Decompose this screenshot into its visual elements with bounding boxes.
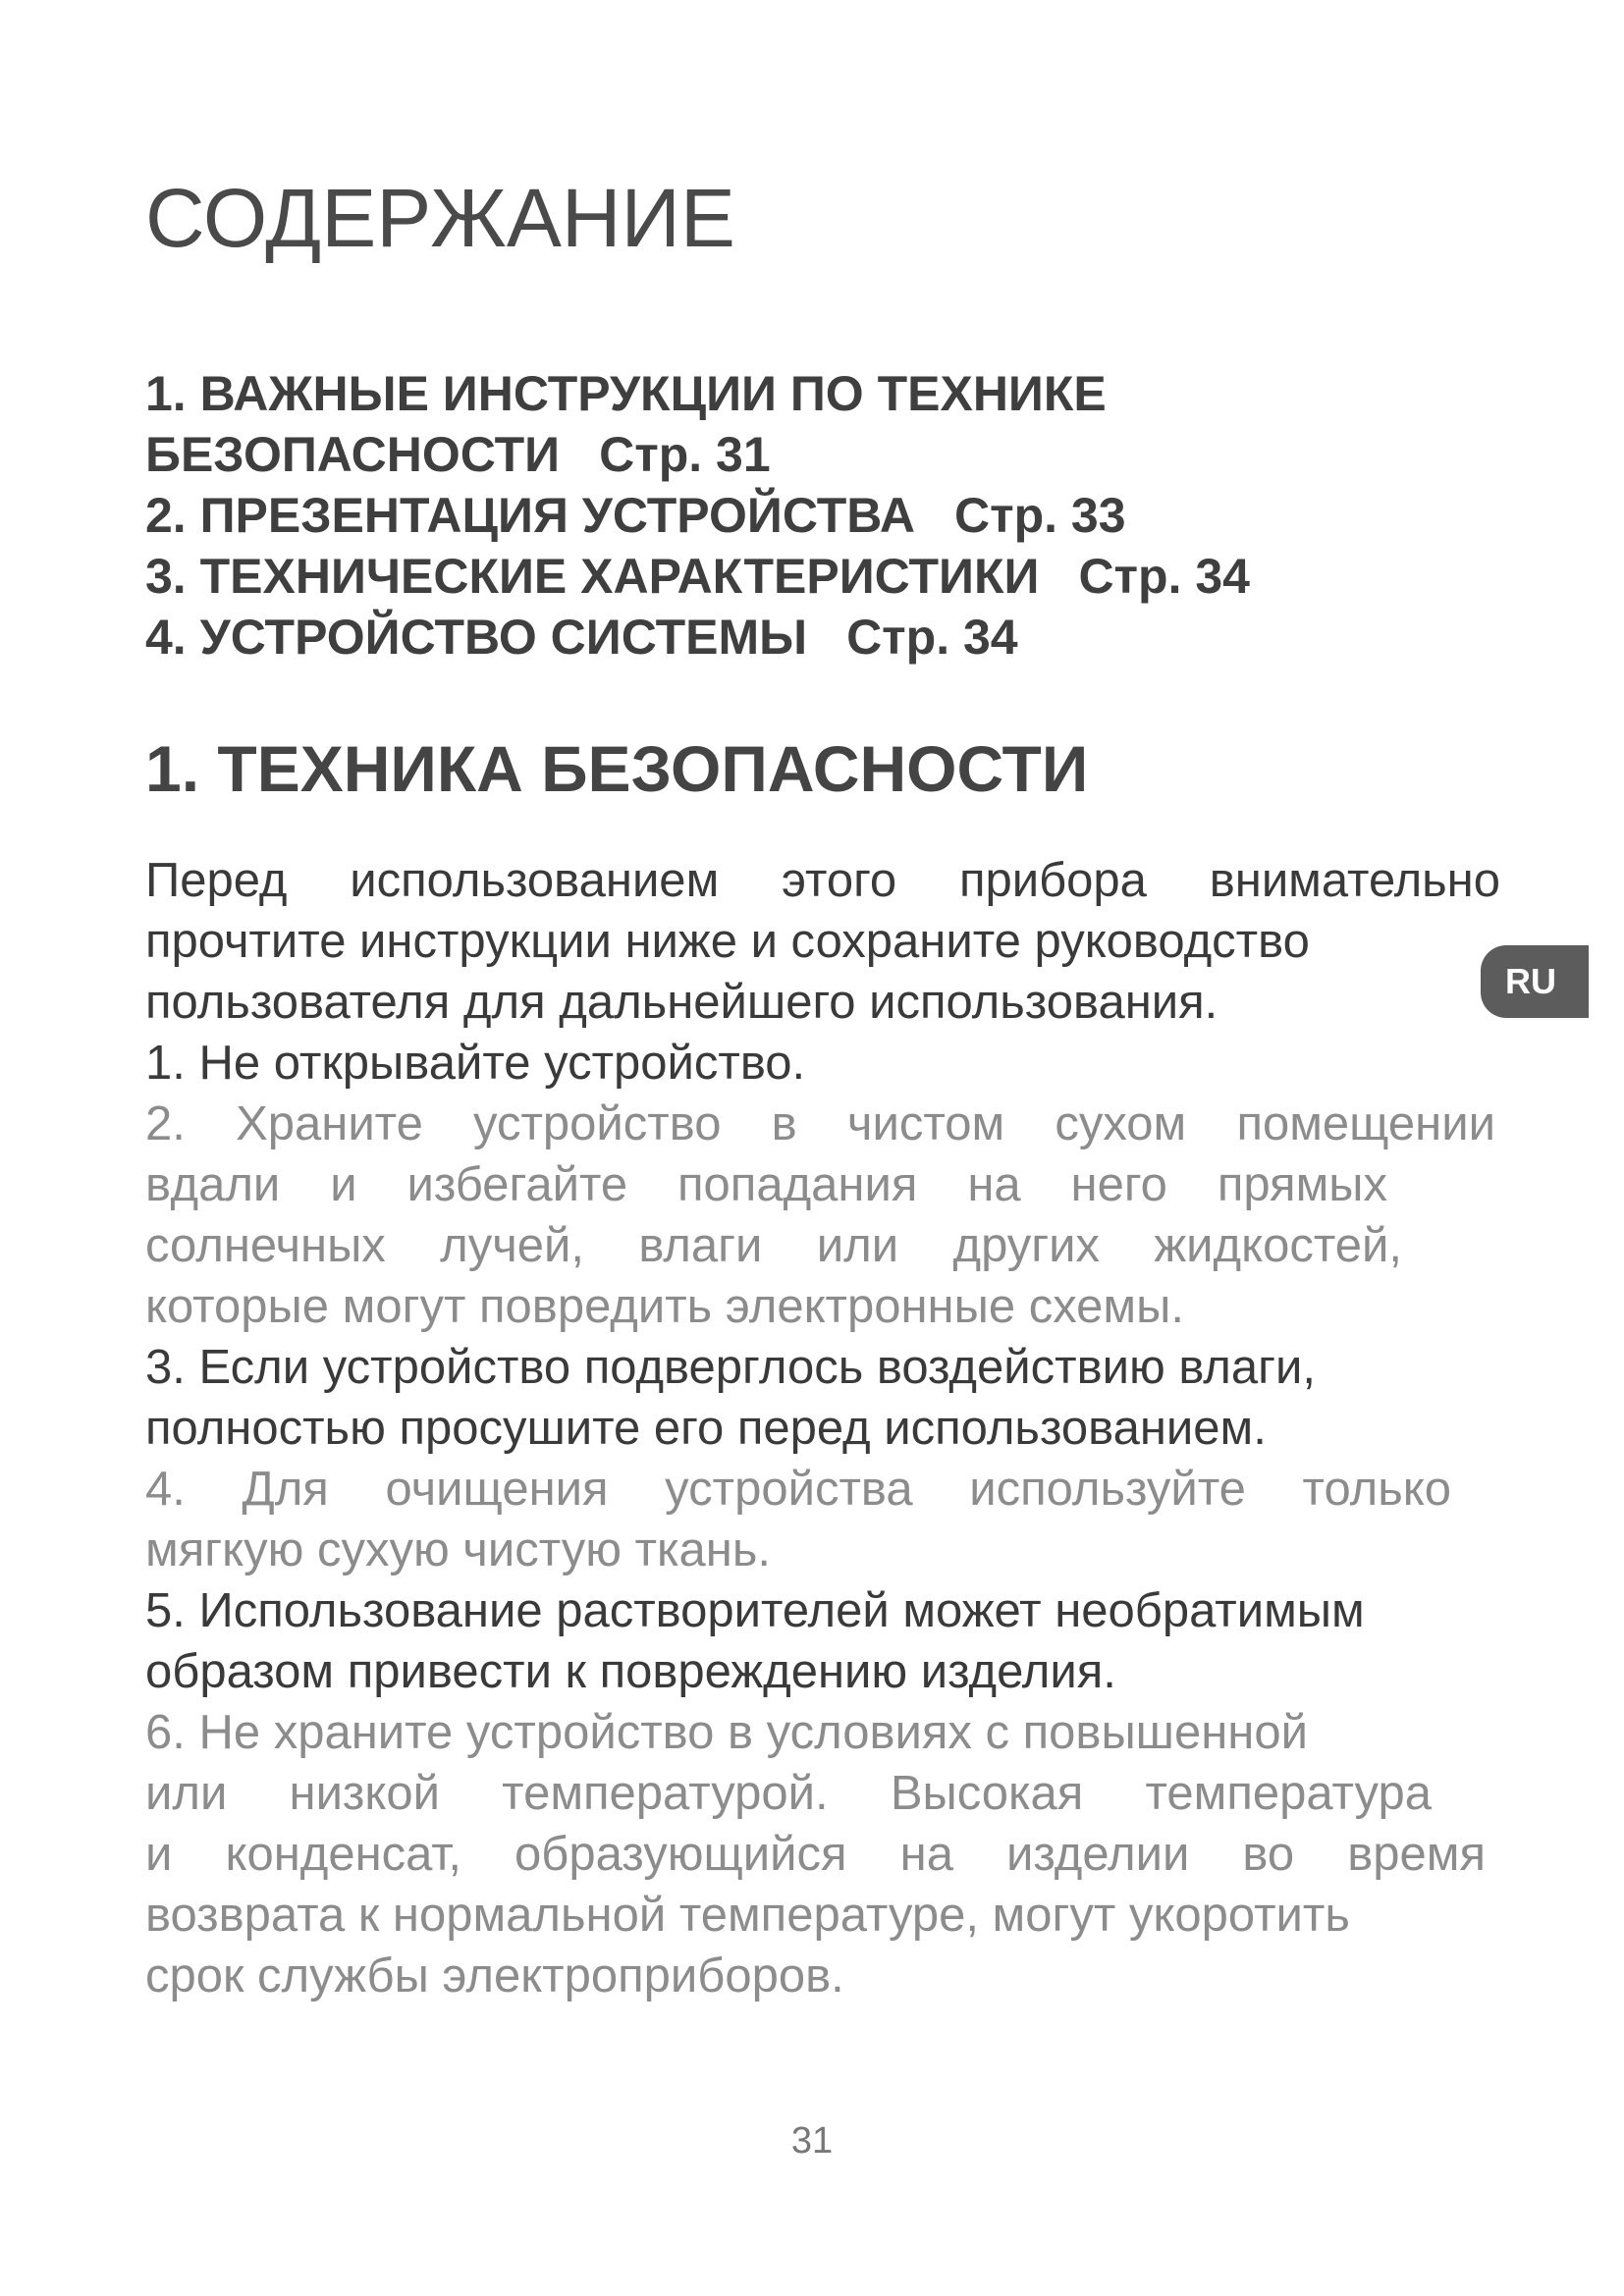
text-line: 2. Храните устройство в чистом сухом помещении (145, 1097, 1495, 1150)
text-line: образом привести к повреждению изделия. (145, 1645, 1116, 1698)
text-line: 1. Не открывайте устройство. (145, 1037, 806, 1090)
instruction-item-2 (145, 1094, 1520, 1337)
text-line: прочтите инструкции ниже и сохраните руководство (145, 915, 1310, 968)
text-line: 4. Для очищения устройства используйте только (145, 1463, 1451, 1516)
text-line: полностью просушите его перед использованием. (145, 1402, 1267, 1455)
text-line: мягкую сухую чистую ткань. (145, 1523, 771, 1576)
toc-line-text: 4. УСТРОЙСТВО СИСТЕМЫ (145, 610, 808, 665)
text-line: 5. Использование растворителей может необратимым (145, 1584, 1365, 1637)
text-line: и конденсат, образующийся на изделии во время (145, 1828, 1486, 1881)
page-title: СОДЕРЖАНИЕ (145, 172, 735, 264)
language-tab: RU (1481, 945, 1589, 1018)
toc-line (145, 485, 1250, 546)
toc-line-text: 3. ТЕХНИЧЕСКИЕ ХАРАКТЕРИСТИКИ (145, 549, 1040, 604)
toc-page-ref: Стр. 34 (1078, 549, 1250, 604)
instruction-item-6 (145, 1702, 1520, 2006)
instruction-item-4 (145, 1459, 1520, 1580)
toc-page-ref: Стр. 34 (846, 610, 1018, 665)
text-line: которые могут повредить электронные схемы. (145, 1280, 1184, 1333)
text-line: возврата к нормальной температуре, могут укоротить (145, 1889, 1350, 1942)
toc-line (145, 546, 1250, 607)
toc-line-text: БЕЗОПАСНОСТИ (145, 427, 561, 482)
text-line: 6. Не храните устройство в условиях с повышенной (145, 1706, 1308, 1759)
section-title: 1. ТЕХНИКА БЕЗОПАСНОСТИ (145, 732, 1089, 805)
text-line: 3. Если устройство подверглось воздействию влаги, (145, 1341, 1316, 1394)
text-line: вдали и избегайте попадания на него прямых (145, 1158, 1387, 1211)
toc-line-text: 1. ВАЖНЫЕ ИНСТРУКЦИИ ПО ТЕХНИКЕ (145, 366, 1107, 421)
text-line: или низкой температурой. Высокая температура (145, 1767, 1432, 1820)
instruction-item-1 (145, 1033, 1520, 1094)
toc-page-ref: Стр. 31 (599, 427, 771, 482)
toc-page-ref: Стр. 33 (953, 488, 1126, 543)
text-line: Перед использованием этого прибора внимательно (145, 854, 1500, 907)
text-line: пользователя для дальнейшего использования. (145, 976, 1218, 1029)
page-number: 31 (790, 2120, 834, 2162)
safety-instructions (145, 850, 1520, 2006)
instruction-item-3 (145, 1337, 1520, 1459)
instruction-item-5 (145, 1580, 1520, 1702)
toc-line (145, 607, 1250, 667)
toc-line (145, 424, 1250, 485)
table-of-contents (145, 363, 1250, 667)
text-line: срок службы электроприборов. (145, 1949, 844, 2002)
toc-line (145, 363, 1250, 424)
text-line: солнечных лучей, влаги или других жидкостей, (145, 1219, 1402, 1272)
intro-paragraph (145, 850, 1520, 1033)
toc-line-text: 2. ПРЕЗЕНТАЦИЯ УСТРОЙСТВА (145, 488, 915, 543)
